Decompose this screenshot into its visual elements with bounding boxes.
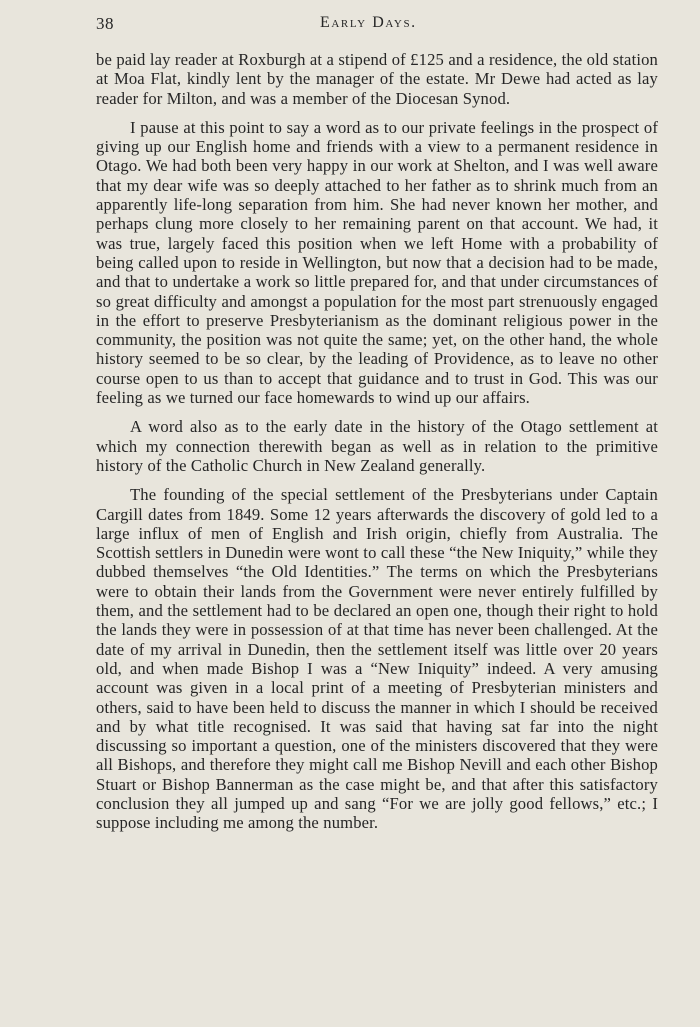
paragraph-founding-settlement: The founding of the special settlement of the Presbyterians under Captain Cargill dates from 1849. Some 12 years afterwards the discovery of gold led to a large influx of men of English and Irish origin, chiefly from Australia. The Scottish settlers in Dunedin were wont to call these “the New Iniquity,” while they dubbed themselves “the Old Identities.” The terms on which the Presbyterians were to obtain their lands from the Government were never entirely fulfilled by them, and the settlement had to be declared an open one, though their right to hold the lands they were in possession of at that time has never been challenged. At the date of my arrival in Dunedin, then the settlement itself was little over 20 years old, and when made Bishop I was a “New Iniquity” indeed. A very amusing account was given in a local print of a meeting of Presbyterian ministers and others, said to have been held to discuss the manner in which I should be received and by what title recognised. It was said that having sat far into the night discussing so important a question, one of the ministers discovered that they were all Bishops, and therefore they might call me Bishop Nevill and each other Bishop Stuart or Bishop Bannerman as the case might be, and that after this satisfactory conclusion they all jumped up and sang “For we are jolly good fellows,” etc.; I suppose including me among the number. xyxy=(96,485,658,833)
paragraph-early-date: A word also as to the early date in the history of the Otago settlement at which my connection therewith began as well as in relation to the primitive history of the Catholic Church in New Zealand generally. xyxy=(96,417,658,475)
body-text xyxy=(96,50,658,833)
paragraph-private-feelings: I pause at this point to say a word as to our private feelings in the prospect of giving up our English home and friends with a view to a permanent residence in Otago. We had both been very happy in our work at Shelton, and I was well aware that my dear wife was so deeply attached to her father as to shrink much from an apparently life-long separation from him. She had never known her mother, and perhaps clung more closely to her remaining parent on that account. We had, it was true, largely faced this position when we left Home with a probability of being called upon to reside in Wellington, but now that a decision had to be made, and that to undertake a work so little prepared for, and that under circumstances of so great difficulty and amongst a population for the most part strenuously engaged in the effort to preserve Presbyterianism as the dominant religious power in the community, the position was not quite the same; yet, on the other hand, the whole history seemed to be so clear, by the leading of Providence, as to leave no other course open to us than to accept that guidance and to trust in God. This was our feeling as we turned our face homewards to wind up our affairs. xyxy=(96,117,658,408)
paragraph-continuation: be paid lay reader at Roxburgh at a stipend of £125 and a residence, the old station at Moa Flat, kindly lent by the manager of the estate. Mr Dewe had acted as lay reader for Milton, and was a member of the Diocesan Synod. xyxy=(96,50,658,108)
running-head xyxy=(96,0,658,34)
running-title: Early Days. xyxy=(320,14,417,31)
page-number: 38 xyxy=(96,14,114,33)
